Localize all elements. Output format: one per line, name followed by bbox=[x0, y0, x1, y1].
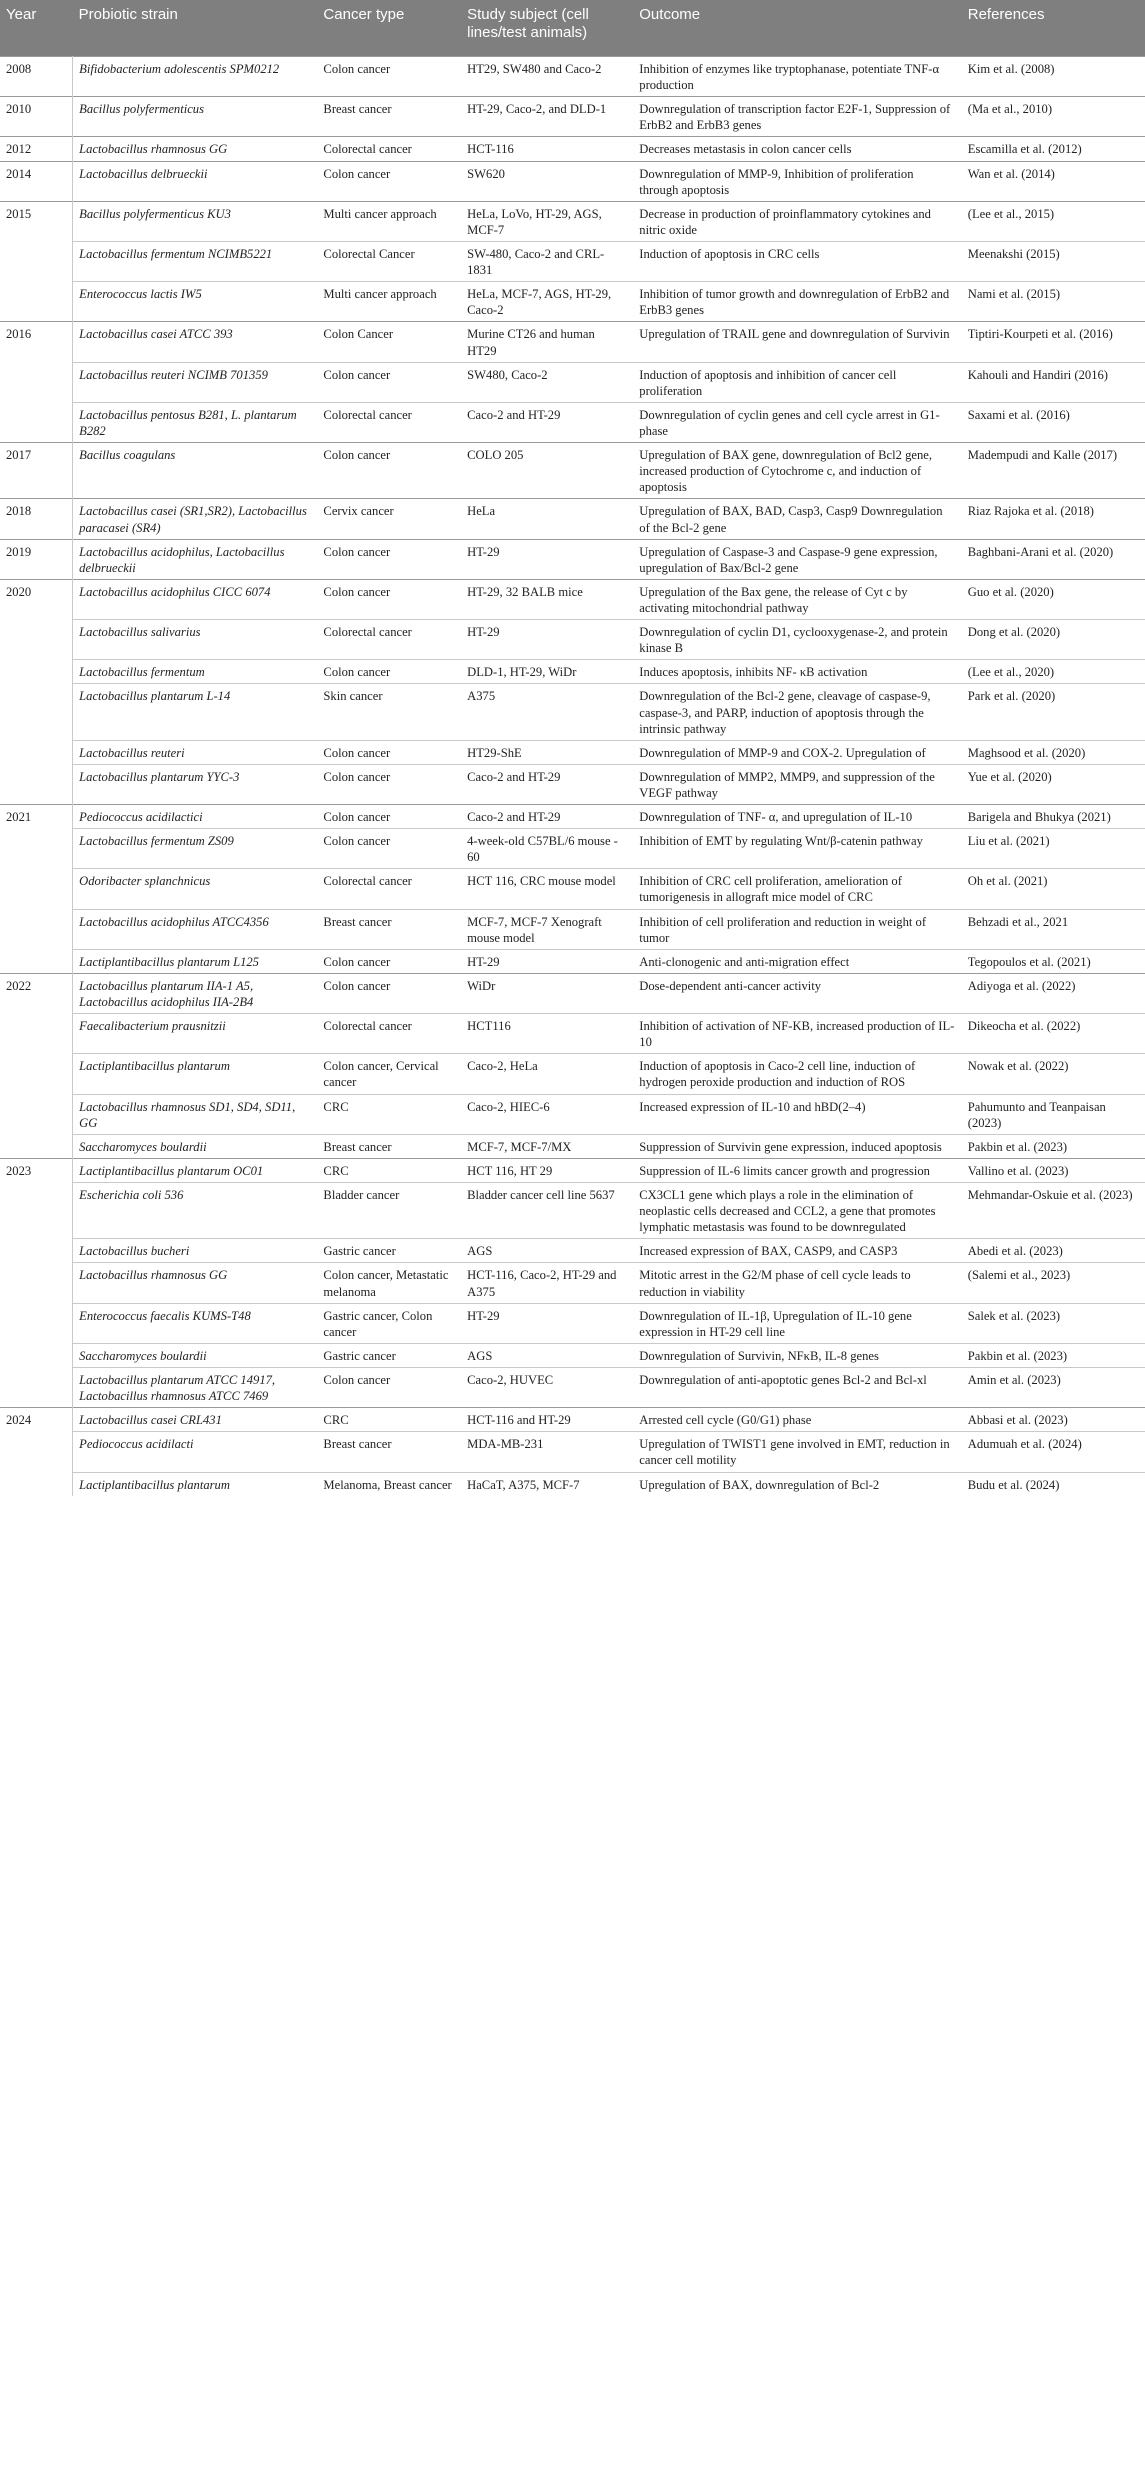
study-subject-cell: SW620 bbox=[461, 161, 633, 201]
table-row bbox=[0, 1134, 1145, 1158]
reference-cell: Saxami et al. (2016) bbox=[962, 402, 1145, 442]
cancer-type-cell: Bladder cancer bbox=[317, 1183, 461, 1239]
header-outcome: Outcome bbox=[633, 0, 961, 57]
header-probiotic-strain: Probiotic strain bbox=[73, 0, 318, 57]
table-row bbox=[0, 764, 1145, 804]
reference-cell: Budu et al. (2024) bbox=[962, 1472, 1145, 1496]
table-row bbox=[0, 443, 1145, 499]
reference-cell: Wan et al. (2014) bbox=[962, 161, 1145, 201]
cancer-type-cell: Colon cancer bbox=[317, 161, 461, 201]
study-subject-cell: HCT116 bbox=[461, 1014, 633, 1054]
outcome-cell: Downregulation of MMP-9, Inhibition of proliferation through apoptosis bbox=[633, 161, 961, 201]
outcome-cell: Mitotic arrest in the G2/M phase of cell cycle leads to reduction in viability bbox=[633, 1263, 961, 1303]
strain-cell: Lactobacillus acidophilus CICC 6074 bbox=[73, 579, 318, 619]
table-row bbox=[0, 137, 1145, 161]
reference-cell: (Ma et al., 2010) bbox=[962, 97, 1145, 137]
strain-cell: Pediococcus acidilactici bbox=[73, 805, 318, 829]
reference-cell: Kahouli and Handiri (2016) bbox=[962, 362, 1145, 402]
cancer-type-cell: Gastric cancer bbox=[317, 1239, 461, 1263]
cancer-type-cell: Colorectal cancer bbox=[317, 620, 461, 660]
outcome-cell: Downregulation of IL-1β, Upregulation of IL-10 gene expression in HT-29 cell line bbox=[633, 1303, 961, 1343]
strain-cell: Lactobacillus plantarum YYC-3 bbox=[73, 764, 318, 804]
outcome-cell: Dose-dependent anti-cancer activity bbox=[633, 973, 961, 1013]
study-subject-cell: HaCaT, A375, MCF-7 bbox=[461, 1472, 633, 1496]
outcome-cell: Arrested cell cycle (G0/G1) phase bbox=[633, 1408, 961, 1432]
strain-cell: Lactobacillus bucheri bbox=[73, 1239, 318, 1263]
reference-cell: (Salemi et al., 2023) bbox=[962, 1263, 1145, 1303]
strain-cell: Bacillus polyfermenticus KU3 bbox=[73, 201, 318, 241]
year-cell: 2017 bbox=[0, 443, 73, 499]
study-subject-cell: HCT-116 and HT-29 bbox=[461, 1408, 633, 1432]
strain-cell: Lactobacillus rhamnosus GG bbox=[73, 1263, 318, 1303]
reference-cell: Riaz Rajoka et al. (2018) bbox=[962, 499, 1145, 539]
cancer-type-cell: Multi cancer approach bbox=[317, 282, 461, 322]
study-subject-cell: WiDr bbox=[461, 973, 633, 1013]
cancer-type-cell: Colon cancer, Cervical cancer bbox=[317, 1054, 461, 1094]
reference-cell: Park et al. (2020) bbox=[962, 684, 1145, 740]
outcome-cell: Inhibition of activation of NF-KB, increased production of IL-10 bbox=[633, 1014, 961, 1054]
reference-cell: Abedi et al. (2023) bbox=[962, 1239, 1145, 1263]
outcome-cell: Upregulation of TWIST1 gene involved in EMT, reduction in cancer cell motility bbox=[633, 1432, 961, 1472]
reference-cell: (Lee et al., 2020) bbox=[962, 660, 1145, 684]
study-subject-cell: HCT-116 bbox=[461, 137, 633, 161]
strain-cell: Lactobacillus plantarum IIA-1 A5, Lactobacillus acidophilus IIA-2B4 bbox=[73, 973, 318, 1013]
year-cell: 2014 bbox=[0, 161, 73, 201]
year-cell: 2018 bbox=[0, 499, 73, 539]
year-cell: 2012 bbox=[0, 137, 73, 161]
table-row bbox=[0, 1014, 1145, 1054]
cancer-type-cell: Breast cancer bbox=[317, 909, 461, 949]
reference-cell: Mehmandar-Oskuie et al. (2023) bbox=[962, 1183, 1145, 1239]
strain-cell: Saccharomyces boulardii bbox=[73, 1343, 318, 1367]
reference-cell: Pakbin et al. (2023) bbox=[962, 1343, 1145, 1367]
reference-cell: Escamilla et al. (2012) bbox=[962, 137, 1145, 161]
table-row bbox=[0, 201, 1145, 241]
strain-cell: Lactiplantibacillus plantarum OC01 bbox=[73, 1158, 318, 1182]
cancer-type-cell: Colorectal cancer bbox=[317, 1014, 461, 1054]
reference-cell: Pahumunto and Teanpaisan (2023) bbox=[962, 1094, 1145, 1134]
outcome-cell: Upregulation of BAX, BAD, Casp3, Casp9 Downregulation of the Bcl-2 gene bbox=[633, 499, 961, 539]
reference-cell: Amin et al. (2023) bbox=[962, 1368, 1145, 1408]
table-row bbox=[0, 1432, 1145, 1472]
strain-cell: Lactobacillus casei (SR1,SR2), Lactobacillus paracasei (SR4) bbox=[73, 499, 318, 539]
reference-cell: Barigela and Bhukya (2021) bbox=[962, 805, 1145, 829]
study-subject-cell: MCF-7, MCF-7/MX bbox=[461, 1134, 633, 1158]
outcome-cell: Upregulation of Caspase-3 and Caspase-9 gene expression, upregulation of Bax/Bcl-2 gene bbox=[633, 539, 961, 579]
reference-cell: Vallino et al. (2023) bbox=[962, 1158, 1145, 1182]
study-subject-cell: Caco-2 and HT-29 bbox=[461, 764, 633, 804]
year-cell: 2022 bbox=[0, 973, 73, 1158]
strain-cell: Lactobacillus acidophilus ATCC4356 bbox=[73, 909, 318, 949]
reference-cell: Liu et al. (2021) bbox=[962, 829, 1145, 869]
cancer-type-cell: Melanoma, Breast cancer bbox=[317, 1472, 461, 1496]
table-row bbox=[0, 829, 1145, 869]
study-subject-cell: HT29, SW480 and Caco-2 bbox=[461, 57, 633, 97]
cancer-type-cell: Colorectal Cancer bbox=[317, 241, 461, 281]
study-subject-cell: Caco-2, HUVEC bbox=[461, 1368, 633, 1408]
cancer-type-cell: Colorectal cancer bbox=[317, 869, 461, 909]
cancer-type-cell: Breast cancer bbox=[317, 1432, 461, 1472]
study-subject-cell: HT-29, 32 BALB mice bbox=[461, 579, 633, 619]
cancer-type-cell: Gastric cancer bbox=[317, 1343, 461, 1367]
reference-cell: Behzadi et al., 2021 bbox=[962, 909, 1145, 949]
outcome-cell: Upregulation of the Bax gene, the release of Cyt c by activating mitochondrial pathway bbox=[633, 579, 961, 619]
table-row bbox=[0, 57, 1145, 97]
cancer-type-cell: Breast cancer bbox=[317, 97, 461, 137]
reference-cell: (Lee et al., 2015) bbox=[962, 201, 1145, 241]
cancer-type-cell: Skin cancer bbox=[317, 684, 461, 740]
reference-cell: Madempudi and Kalle (2017) bbox=[962, 443, 1145, 499]
cancer-type-cell: Colon cancer bbox=[317, 949, 461, 973]
outcome-cell: Downregulation of anti-apoptotic genes Bcl-2 and Bcl-xl bbox=[633, 1368, 961, 1408]
reference-cell: Oh et al. (2021) bbox=[962, 869, 1145, 909]
table-row bbox=[0, 949, 1145, 973]
strain-cell: Lactobacillus fermentum bbox=[73, 660, 318, 684]
outcome-cell: Induction of apoptosis in CRC cells bbox=[633, 241, 961, 281]
header-references: References bbox=[962, 0, 1145, 57]
year-cell: 2021 bbox=[0, 805, 73, 974]
table-body bbox=[0, 57, 1145, 1496]
outcome-cell: Downregulation of cyclin D1, cyclooxygenase-2, and protein kinase B bbox=[633, 620, 961, 660]
table-row bbox=[0, 973, 1145, 1013]
outcome-cell: Downregulation of MMP-9 and COX-2. Upregulation of bbox=[633, 740, 961, 764]
study-subject-cell: HT-29 bbox=[461, 539, 633, 579]
table-row bbox=[0, 684, 1145, 740]
reference-cell: Adumuah et al. (2024) bbox=[962, 1432, 1145, 1472]
table-row bbox=[0, 1094, 1145, 1134]
cancer-type-cell: Colorectal cancer bbox=[317, 402, 461, 442]
reference-cell: Maghsood et al. (2020) bbox=[962, 740, 1145, 764]
study-subject-cell: MDA-MB-231 bbox=[461, 1432, 633, 1472]
table-row bbox=[0, 282, 1145, 322]
strain-cell: Lactobacillus fermentum NCIMB5221 bbox=[73, 241, 318, 281]
study-subject-cell: HeLa, MCF-7, AGS, HT-29, Caco-2 bbox=[461, 282, 633, 322]
header-year: Year bbox=[0, 0, 73, 57]
study-subject-cell: Caco-2, HIEC-6 bbox=[461, 1094, 633, 1134]
cancer-type-cell: Gastric cancer, Colon cancer bbox=[317, 1303, 461, 1343]
strain-cell: Saccharomyces boulardii bbox=[73, 1134, 318, 1158]
outcome-cell: Increased expression of IL-10 and hBD(2–4) bbox=[633, 1094, 961, 1134]
table-row bbox=[0, 579, 1145, 619]
cancer-type-cell: Cervix cancer bbox=[317, 499, 461, 539]
study-subject-cell: Caco-2 and HT-29 bbox=[461, 402, 633, 442]
outcome-cell: Anti-clonogenic and anti-migration effect bbox=[633, 949, 961, 973]
study-subject-cell: Bladder cancer cell line 5637 bbox=[461, 1183, 633, 1239]
reference-cell: Tiptiri-Kourpeti et al. (2016) bbox=[962, 322, 1145, 362]
cancer-type-cell: Colon cancer bbox=[317, 1368, 461, 1408]
study-subject-cell: COLO 205 bbox=[461, 443, 633, 499]
cancer-type-cell: Colon cancer bbox=[317, 740, 461, 764]
strain-cell: Lactobacillus reuteri NCIMB 701359 bbox=[73, 362, 318, 402]
strain-cell: Lactobacillus rhamnosus SD1, SD4, SD11, GG bbox=[73, 1094, 318, 1134]
cancer-type-cell: Colon cancer bbox=[317, 539, 461, 579]
cancer-type-cell: Colorectal cancer bbox=[317, 137, 461, 161]
year-cell: 2020 bbox=[0, 579, 73, 804]
study-subject-cell: A375 bbox=[461, 684, 633, 740]
study-subject-cell: HT29-ShE bbox=[461, 740, 633, 764]
strain-cell: Bacillus coagulans bbox=[73, 443, 318, 499]
table-row bbox=[0, 539, 1145, 579]
table-row bbox=[0, 909, 1145, 949]
outcome-cell: Downregulation of TNF- α, and upregulation of IL-10 bbox=[633, 805, 961, 829]
table-row bbox=[0, 1368, 1145, 1408]
cancer-type-cell: Colon cancer bbox=[317, 362, 461, 402]
outcome-cell: Downregulation of cyclin genes and cell cycle arrest in G1-phase bbox=[633, 402, 961, 442]
table-row bbox=[0, 1263, 1145, 1303]
outcome-cell: Decrease in production of proinflammatory cytokines and nitric oxide bbox=[633, 201, 961, 241]
reference-cell: Guo et al. (2020) bbox=[962, 579, 1145, 619]
strain-cell: Lactobacillus fermentum ZS09 bbox=[73, 829, 318, 869]
study-subject-cell: AGS bbox=[461, 1239, 633, 1263]
reference-cell: Abbasi et al. (2023) bbox=[962, 1408, 1145, 1432]
study-subject-cell: HeLa, LoVo, HT-29, AGS, MCF-7 bbox=[461, 201, 633, 241]
table-row bbox=[0, 161, 1145, 201]
study-subject-cell: Caco-2, HeLa bbox=[461, 1054, 633, 1094]
strain-cell: Faecalibacterium prausnitzii bbox=[73, 1014, 318, 1054]
outcome-cell: Inhibition of tumor growth and downregulation of ErbB2 and ErbB3 genes bbox=[633, 282, 961, 322]
study-subject-cell: HeLa bbox=[461, 499, 633, 539]
outcome-cell: Downregulation of MMP2, MMP9, and suppression of the VEGF pathway bbox=[633, 764, 961, 804]
cancer-type-cell: Colon Cancer bbox=[317, 322, 461, 362]
year-cell: 2024 bbox=[0, 1408, 73, 1496]
study-subject-cell: HCT 116, HT 29 bbox=[461, 1158, 633, 1182]
outcome-cell: Induction of apoptosis in Caco-2 cell line, induction of hydrogen peroxide production and induction of ROS bbox=[633, 1054, 961, 1094]
table-row bbox=[0, 1408, 1145, 1432]
reference-cell: Salek et al. (2023) bbox=[962, 1303, 1145, 1343]
outcome-cell: Suppression of Survivin gene expression, induced apoptosis bbox=[633, 1134, 961, 1158]
study-subject-cell: HCT 116, CRC mouse model bbox=[461, 869, 633, 909]
header-study-subject: Study subject (cell lines/test animals) bbox=[461, 0, 633, 57]
year-cell: 2016 bbox=[0, 322, 73, 443]
reference-cell: Tegopoulos et al. (2021) bbox=[962, 949, 1145, 973]
year-cell: 2015 bbox=[0, 201, 73, 322]
table-row bbox=[0, 362, 1145, 402]
strain-cell: Lactobacillus acidophilus, Lactobacillus delbrueckii bbox=[73, 539, 318, 579]
table-row bbox=[0, 1054, 1145, 1094]
strain-cell: Lactobacillus rhamnosus GG bbox=[73, 137, 318, 161]
cancer-type-cell: CRC bbox=[317, 1158, 461, 1182]
strain-cell: Lactiplantibacillus plantarum L125 bbox=[73, 949, 318, 973]
strain-cell: Bacillus polyfermenticus bbox=[73, 97, 318, 137]
year-cell: 2019 bbox=[0, 539, 73, 579]
table-row bbox=[0, 241, 1145, 281]
outcome-cell: Induces apoptosis, inhibits NF- κB activation bbox=[633, 660, 961, 684]
year-cell: 2023 bbox=[0, 1158, 73, 1407]
outcome-cell: Inhibition of enzymes like tryptophanase, potentiate TNF-α production bbox=[633, 57, 961, 97]
cancer-type-cell: Colon cancer, Metastatic melanoma bbox=[317, 1263, 461, 1303]
reference-cell: Baghbani-Arani et al. (2020) bbox=[962, 539, 1145, 579]
outcome-cell: Upregulation of BAX gene, downregulation of Bcl2 gene, increased production of Cytochrome c, and induction of apoptosis bbox=[633, 443, 961, 499]
header-row bbox=[0, 0, 1145, 57]
outcome-cell: Downregulation of Survivin, NFκB, IL-8 genes bbox=[633, 1343, 961, 1367]
study-subject-cell: SW480, Caco-2 bbox=[461, 362, 633, 402]
study-subject-cell: AGS bbox=[461, 1343, 633, 1367]
cancer-type-cell: Colon cancer bbox=[317, 829, 461, 869]
study-subject-cell: HT-29 bbox=[461, 620, 633, 660]
reference-cell: Yue et al. (2020) bbox=[962, 764, 1145, 804]
table-row bbox=[0, 1239, 1145, 1263]
cancer-type-cell: Colon cancer bbox=[317, 805, 461, 829]
outcome-cell: Decreases metastasis in colon cancer cells bbox=[633, 137, 961, 161]
cancer-type-cell: Multi cancer approach bbox=[317, 201, 461, 241]
strain-cell: Enterococcus lactis IW5 bbox=[73, 282, 318, 322]
table-row bbox=[0, 1183, 1145, 1239]
outcome-cell: Upregulation of TRAIL gene and downregulation of Survivin bbox=[633, 322, 961, 362]
strain-cell: Bifidobacterium adolescentis SPM0212 bbox=[73, 57, 318, 97]
strain-cell: Pediococcus acidilacti bbox=[73, 1432, 318, 1472]
year-cell: 2010 bbox=[0, 97, 73, 137]
study-subject-cell: MCF-7, MCF-7 Xenograft mouse model bbox=[461, 909, 633, 949]
header-cancer-type: Cancer type bbox=[317, 0, 461, 57]
strain-cell: Lactobacillus salivarius bbox=[73, 620, 318, 660]
study-subject-cell: Murine CT26 and human HT29 bbox=[461, 322, 633, 362]
strain-cell: Lactobacillus plantarum L-14 bbox=[73, 684, 318, 740]
study-subject-cell: HT-29 bbox=[461, 949, 633, 973]
strain-cell: Enterococcus faecalis KUMS-T48 bbox=[73, 1303, 318, 1343]
table-row bbox=[0, 1158, 1145, 1182]
strain-cell: Lactiplantibacillus plantarum bbox=[73, 1054, 318, 1094]
table-row bbox=[0, 660, 1145, 684]
outcome-cell: Increased expression of BAX, CASP9, and CASP3 bbox=[633, 1239, 961, 1263]
reference-cell: Nowak et al. (2022) bbox=[962, 1054, 1145, 1094]
cancer-type-cell: Colon cancer bbox=[317, 579, 461, 619]
year-cell: 2008 bbox=[0, 57, 73, 97]
outcome-cell: Inhibition of CRC cell proliferation, amelioration of tumorigenesis in allograft mice model of CRC bbox=[633, 869, 961, 909]
reference-cell: Pakbin et al. (2023) bbox=[962, 1134, 1145, 1158]
outcome-cell: Inhibition of EMT by regulating Wnt/β-catenin pathway bbox=[633, 829, 961, 869]
table-row bbox=[0, 1303, 1145, 1343]
cancer-type-cell: Colon cancer bbox=[317, 660, 461, 684]
strain-cell: Lactobacillus reuteri bbox=[73, 740, 318, 764]
outcome-cell: Inhibition of cell proliferation and reduction in weight of tumor bbox=[633, 909, 961, 949]
cancer-type-cell: CRC bbox=[317, 1408, 461, 1432]
strain-cell: Escherichia coli 536 bbox=[73, 1183, 318, 1239]
table-row bbox=[0, 1343, 1145, 1367]
strain-cell: Lactiplantibacillus plantarum bbox=[73, 1472, 318, 1496]
reference-cell: Kim et al. (2008) bbox=[962, 57, 1145, 97]
study-subject-cell: DLD-1, HT-29, WiDr bbox=[461, 660, 633, 684]
table-header bbox=[0, 0, 1145, 57]
table-row bbox=[0, 499, 1145, 539]
table-row bbox=[0, 1472, 1145, 1496]
study-subject-cell: HCT-116, Caco-2, HT-29 and A375 bbox=[461, 1263, 633, 1303]
outcome-cell: CX3CL1 gene which plays a role in the elimination of neoplastic cells decreased and CCL2, a gene that promotes lymphatic metastasis was found to be downregulated bbox=[633, 1183, 961, 1239]
strain-cell: Lactobacillus casei ATCC 393 bbox=[73, 322, 318, 362]
reference-cell: Dikeocha et al. (2022) bbox=[962, 1014, 1145, 1054]
reference-cell: Meenakshi (2015) bbox=[962, 241, 1145, 281]
cancer-type-cell: Colon cancer bbox=[317, 57, 461, 97]
cancer-type-cell: Colon cancer bbox=[317, 443, 461, 499]
cancer-type-cell: CRC bbox=[317, 1094, 461, 1134]
strain-cell: Lactobacillus pentosus B281, L. plantarum B282 bbox=[73, 402, 318, 442]
outcome-cell: Induction of apoptosis and inhibition of cancer cell proliferation bbox=[633, 362, 961, 402]
table-row bbox=[0, 322, 1145, 362]
strain-cell: Lactobacillus plantarum ATCC 14917, Lactobacillus rhamnosus ATCC 7469 bbox=[73, 1368, 318, 1408]
cancer-type-cell: Colon cancer bbox=[317, 764, 461, 804]
reference-cell: Nami et al. (2015) bbox=[962, 282, 1145, 322]
strain-cell: Odoribacter splanchnicus bbox=[73, 869, 318, 909]
table-row bbox=[0, 97, 1145, 137]
strain-cell: Lactobacillus delbrueckii bbox=[73, 161, 318, 201]
outcome-cell: Downregulation of transcription factor E2F-1, Suppression of ErbB2 and ErbB3 genes bbox=[633, 97, 961, 137]
table-row bbox=[0, 740, 1145, 764]
strain-cell: Lactobacillus casei CRL431 bbox=[73, 1408, 318, 1432]
outcome-cell: Downregulation of the Bcl-2 gene, cleavage of caspase-9, caspase-3, and PARP, induction of apoptosis through the intrinsic pathway bbox=[633, 684, 961, 740]
cancer-type-cell: Breast cancer bbox=[317, 1134, 461, 1158]
reference-cell: Dong et al. (2020) bbox=[962, 620, 1145, 660]
table-row bbox=[0, 402, 1145, 442]
study-subject-cell: 4-week-old C57BL/6 mouse - 60 bbox=[461, 829, 633, 869]
study-subject-cell: HT-29 bbox=[461, 1303, 633, 1343]
reference-cell: Adiyoga et al. (2022) bbox=[962, 973, 1145, 1013]
table-row bbox=[0, 805, 1145, 829]
table-row bbox=[0, 869, 1145, 909]
outcome-cell: Suppression of IL-6 limits cancer growth and progression bbox=[633, 1158, 961, 1182]
table-row bbox=[0, 620, 1145, 660]
study-subject-cell: SW-480, Caco-2 and CRL-1831 bbox=[461, 241, 633, 281]
study-subject-cell: HT-29, Caco-2, and DLD-1 bbox=[461, 97, 633, 137]
study-subject-cell: Caco-2 and HT-29 bbox=[461, 805, 633, 829]
outcome-cell: Upregulation of BAX, downregulation of Bcl-2 bbox=[633, 1472, 961, 1496]
cancer-type-cell: Colon cancer bbox=[317, 973, 461, 1013]
